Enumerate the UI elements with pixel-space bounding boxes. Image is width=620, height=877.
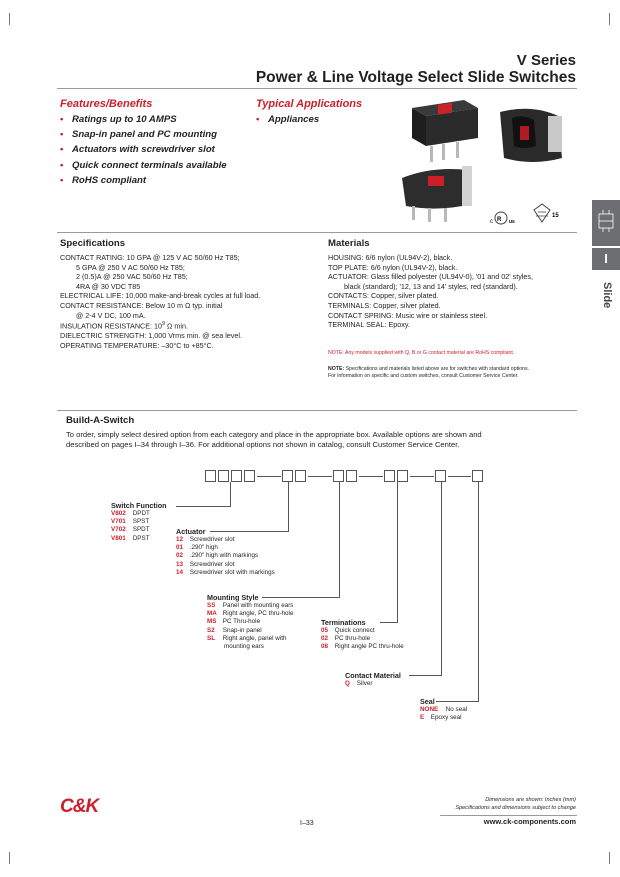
page-title: Power & Line Voltage Select Slide Switches <box>255 69 576 86</box>
material-line: black (standard); '12, 13 and 14' styles, red (standard). <box>344 281 518 291</box>
box-separator <box>410 476 434 477</box>
order-box[interactable] <box>472 470 483 482</box>
option-item: E Epoxy seal <box>420 714 462 722</box>
box-separator <box>359 476 383 477</box>
build-divider <box>57 410 577 411</box>
order-box[interactable] <box>384 470 395 482</box>
group-title: Actuator <box>176 527 206 536</box>
ul-suffix: us <box>509 219 515 225</box>
vde-number: 15 <box>552 213 559 219</box>
switch-function-group <box>111 501 167 543</box>
features-list <box>60 112 227 188</box>
order-box[interactable] <box>218 470 229 482</box>
website-link[interactable]: www.ck-components.com <box>483 817 576 826</box>
spec-line: ELECTRICAL LIFE: 10,000 make-and-break cycles at full load. <box>60 291 261 301</box>
feature-item: • Snap-in panel and PC mounting <box>60 127 227 142</box>
leader-line <box>409 675 442 676</box>
option-item: 13 Screwdriver slot <box>176 560 235 568</box>
svg-text:R: R <box>497 217 502 223</box>
spec-line: CONTACT RATING: 10 GPA @ 125 V AC 50/60 Hz T85; <box>60 253 240 262</box>
materials-heading: Materials <box>328 238 370 249</box>
order-box[interactable] <box>282 470 293 482</box>
vde-logo <box>534 204 559 222</box>
order-box[interactable] <box>435 470 446 482</box>
option-item: 14 Screwdriver slot with markings <box>176 568 275 576</box>
leader-line <box>288 482 289 532</box>
option-item: NONE No seal <box>420 706 468 713</box>
order-box[interactable] <box>231 470 242 482</box>
option-item: 08 Right angle PC thru-hole <box>321 643 404 651</box>
ul-logo <box>490 212 515 225</box>
contact-material-group <box>345 671 401 688</box>
material-line: TOP PLATE: 6/6 nylon (UL94V-2), black. <box>328 262 458 272</box>
order-box[interactable] <box>397 470 408 482</box>
leader-line <box>230 482 231 506</box>
order-box[interactable] <box>346 470 357 482</box>
leader-line <box>478 482 479 701</box>
side-tab-label: Slide <box>601 282 613 309</box>
option-item: V702 SPDT <box>111 526 150 534</box>
order-box[interactable] <box>295 470 306 482</box>
spec-line: 5 GPA @ 250 V AC 50/60 Hz T85; <box>76 262 185 272</box>
ul-prefix: c <box>490 219 493 225</box>
order-box[interactable] <box>205 470 216 482</box>
feature-item: • RoHS compliant <box>60 173 227 188</box>
material-line: TERMINALS: Copper, silver plated. <box>328 300 441 310</box>
series-title: V Series <box>516 52 576 69</box>
footer-dimensions-note: Dimensions are shown: Inches (mm) Specifications and dimensions subject to change <box>455 797 576 811</box>
rohs-note: NOTE: Any models supplied with Q, B or G contact material are RoHS compliant. <box>328 350 515 356</box>
seal-group <box>420 697 467 722</box>
option-item: MA Right angle, PC thru-hole <box>207 610 294 618</box>
option-item: S2 Snap-in panel <box>207 626 262 634</box>
group-title: Seal <box>420 697 435 706</box>
actuator-group <box>176 527 275 577</box>
material-line: TERMINAL SEAL: Epoxy. <box>328 320 410 330</box>
leader-line <box>339 482 340 597</box>
group-title: Contact Material <box>345 671 401 680</box>
option-item: Q Silver <box>345 680 373 687</box>
box-separator <box>308 476 332 477</box>
switch-photo-top <box>412 100 478 162</box>
box-separator <box>257 476 281 477</box>
side-tab-label-holder <box>595 282 617 322</box>
group-title: Mounting Style <box>207 593 259 602</box>
option-item: V802 DPDT <box>111 510 150 517</box>
applications-list <box>256 112 319 127</box>
side-tab-section-letter: I <box>592 248 620 270</box>
slide-switch-icon <box>592 200 620 246</box>
leader-line <box>441 482 442 675</box>
group-title: Switch Function <box>111 501 167 510</box>
spec-line: 4RA @ 30 VDC T85 <box>76 281 141 291</box>
group-title: Terminations <box>321 618 366 627</box>
box-separator <box>448 476 471 477</box>
switch-photo-right <box>500 109 562 162</box>
spec-line: OPERATING TEMPERATURE: –30°C to +85°C. <box>60 340 214 350</box>
crop-mark <box>9 852 10 864</box>
spec-line: 2 (0.5)A @ 250 VAC 50/60 Hz T85; <box>76 272 188 282</box>
page-number: I–33 <box>300 820 314 827</box>
option-item: MS PC Thru-hole <box>207 618 261 626</box>
option-item: 02 PC thru-hole <box>321 635 371 643</box>
materials-block <box>328 253 533 330</box>
specifications-block <box>60 253 260 350</box>
terminations-group <box>321 618 404 652</box>
material-line: HOUSING: 6/6 nylon (UL94V-2), black. <box>328 253 453 262</box>
spec-line-insulation: INSULATION RESISTANCE: $10^9$ Ω min. <box>60 321 188 331</box>
build-heading: Build-A-Switch <box>66 415 135 426</box>
specifications-heading: Specifications <box>60 238 126 249</box>
option-item: V801 DPST <box>111 534 150 542</box>
feature-item: • Quick connect terminals available <box>60 158 227 173</box>
material-line: ACTUATOR: Glass filled polyester (UL94V-0), '01 and 02' styles, <box>328 272 534 282</box>
side-tab-icon-block <box>592 200 620 246</box>
order-box[interactable] <box>333 470 344 482</box>
features-heading: Features/Benefits <box>60 98 153 110</box>
crop-mark <box>609 13 610 25</box>
leader-line <box>176 506 231 507</box>
mounting-style-group <box>207 593 293 651</box>
crop-mark <box>609 852 610 864</box>
option-item: 05 Quick connect <box>321 627 375 634</box>
materials-note: NOTE: Specifications and materials listed above are for switches with standard options. For information on specific and custom switches, consult Customer Service Center. <box>328 366 529 379</box>
footer-divider <box>440 815 577 816</box>
material-line: CONTACTS: Copper, silver plated. <box>328 291 439 301</box>
option-item: 12 Screwdriver slot <box>176 536 235 543</box>
option-item: 01 .290" high <box>176 544 218 552</box>
applications-heading: Typical Applications <box>256 98 363 110</box>
spec-line: CONTACT RESISTANCE: Below 10 m Ω typ. initial <box>60 300 223 310</box>
insulation-exponent: 9 <box>161 321 166 328</box>
leader-line <box>397 482 398 622</box>
build-intro: To order, simply select desired option from each category and place in the appropriate box. Available options are shown and described on pages I–34 through I–36. For additional options not shown in catalog, consult Customer Service Center. <box>66 430 482 449</box>
option-item: SS Panel with mounting ears <box>207 602 294 609</box>
option-item: SL Right angle, panel with <box>207 634 287 642</box>
option-item: 02 .290" high with markings <box>176 552 259 560</box>
specs-divider <box>57 232 577 233</box>
option-continuation: mounting ears <box>224 643 264 651</box>
product-photos <box>372 86 578 226</box>
feature-item: • Actuators with screwdriver slot <box>60 142 227 157</box>
spec-line: DIELECTRIC STRENGTH: 1,000 Vrms min. @ sea level. <box>60 331 242 341</box>
ck-logo: C&K <box>60 796 99 817</box>
switch-photo-bottom <box>402 166 472 222</box>
option-item: V701 SPST <box>111 518 150 526</box>
feature-item: • Ratings up to 10 AMPS <box>60 112 227 127</box>
application-item: • Appliances <box>256 112 319 127</box>
crop-mark <box>9 13 10 25</box>
material-line: CONTACT SPRING: Music wire or stainless steel. <box>328 310 488 320</box>
order-box[interactable] <box>244 470 255 482</box>
spec-line: @ 2-4 V DC, 100 mA. <box>76 310 146 320</box>
